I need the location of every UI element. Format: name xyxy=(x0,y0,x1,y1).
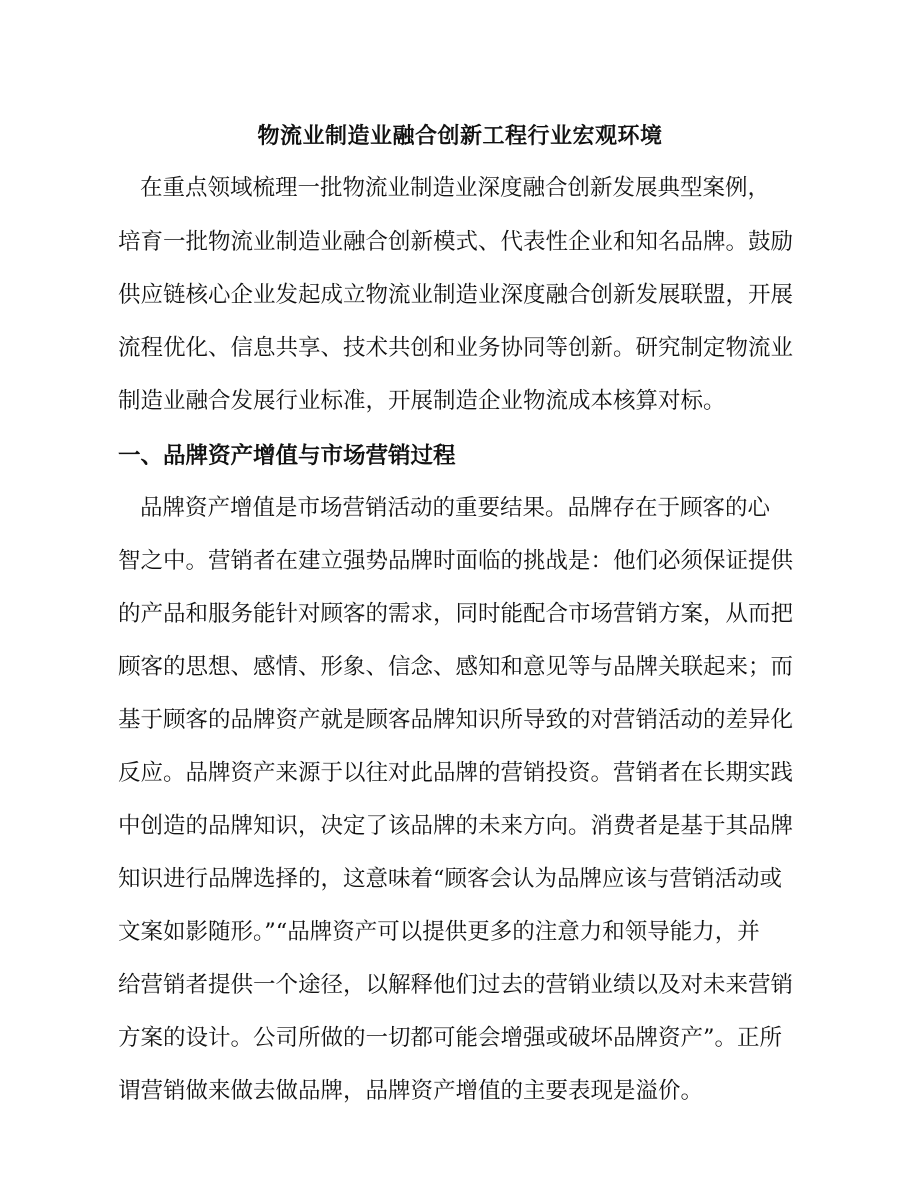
section-heading: 一、品牌资产增值与市场营销过程 xyxy=(118,443,456,469)
body-line-12: 谓营销做来做去做品牌，品牌资产增值的主要表现是溢价。 xyxy=(118,1078,704,1104)
body-line-10: 给营销者提供一个途径，以解释他们过去的营销业绩以及对未来营销 xyxy=(118,972,794,998)
body-line-4: 顾客的思想、感情、形象、信念、感知和意见等与品牌关联起来；而 xyxy=(118,654,794,680)
body-line-11: 方案的设计。公司所做的一切都可能会增强或破坏品牌资产”。正所 xyxy=(118,1025,783,1051)
body-line-1: 品牌资产增值是市场营销活动的重要结果。品牌存在于顾客的心 xyxy=(140,495,771,521)
intro-line-3: 供应链核心企业发起成立物流业制造业深度融合创新发展联盟，开展 xyxy=(118,282,794,308)
body-line-2: 智之中。营销者在建立强势品牌时面临的挑战是：他们必须保证提供 xyxy=(118,548,794,574)
body-line-8: 知识进行品牌选择的，这意味着“顾客会认为品牌应该与营销活动或 xyxy=(118,866,783,892)
body-line-6: 反应。品牌资产来源于以往对此品牌的营销投资。营销者在长期实践 xyxy=(118,760,794,786)
intro-line-5: 制造业融合发展行业标准，开展制造企业物流成本核算对标。 xyxy=(118,388,726,414)
intro-line-4: 流程优化、信息共享、技术共创和业务协同等创新。研究制定物流业 xyxy=(118,335,794,361)
body-line-5: 基于顾客的品牌资产就是顾客品牌知识所导致的对营销活动的差异化 xyxy=(118,707,794,733)
document-title: 物流业制造业融合创新工程行业宏观环境 xyxy=(257,123,663,149)
body-line-3: 的产品和服务能针对顾客的需求，同时能配合市场营销方案，从而把 xyxy=(118,601,794,627)
intro-line-1: 在重点领域梳理一批物流业制造业深度融合创新发展典型案例， xyxy=(140,175,771,201)
intro-line-2: 培育一批物流业制造业融合创新模式、代表性企业和知名品牌。鼓励 xyxy=(118,229,794,255)
body-line-9: 文案如影随形。”“品牌资产可以提供更多的注意力和领导能力，并 xyxy=(118,919,760,945)
body-line-7: 中创造的品牌知识，决定了该品牌的未来方向。消费者是基于其品牌 xyxy=(118,813,794,839)
